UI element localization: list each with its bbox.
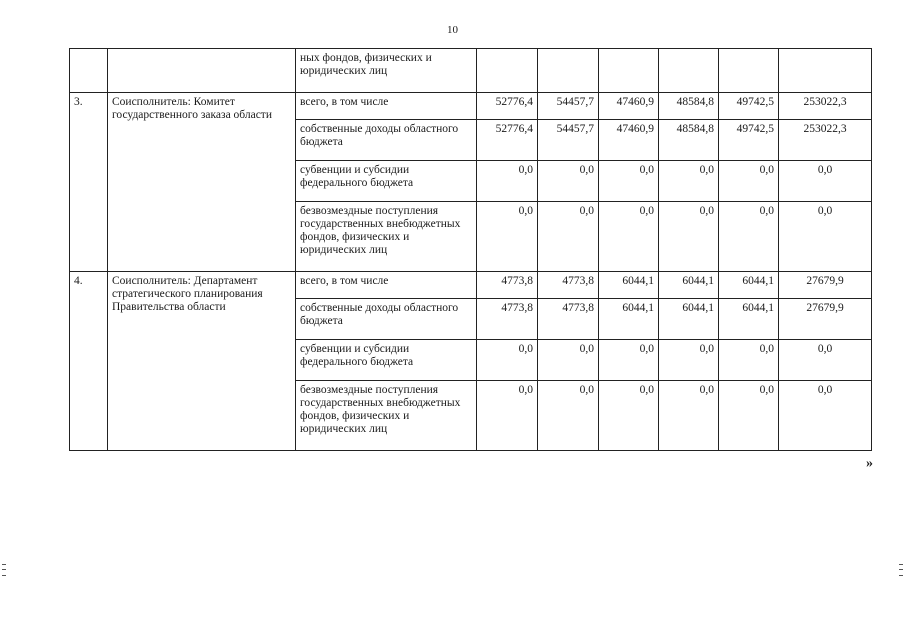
value-cell: 0,0 [477, 340, 538, 381]
value-cell: 0,0 [477, 161, 538, 202]
total-cell: 253022,3 [779, 93, 872, 120]
scan-edge-mark-right [899, 564, 903, 576]
value-cell: 0,0 [659, 381, 719, 451]
value-cell: 0,0 [477, 381, 538, 451]
total-cell: 0,0 [779, 161, 872, 202]
value-cell [719, 49, 779, 93]
value-cell: 4773,8 [477, 299, 538, 340]
table-row [70, 93, 872, 120]
value-cell: 0,0 [538, 161, 599, 202]
value-cell: 48584,8 [659, 120, 719, 161]
value-cell: 6044,1 [599, 272, 659, 299]
table-row-continuation [70, 49, 872, 93]
total-cell: 27679,9 [779, 272, 872, 299]
value-cell: 6044,1 [659, 272, 719, 299]
value-cell: 0,0 [719, 381, 779, 451]
value-cell: 52776,4 [477, 93, 538, 120]
index-cell [70, 49, 108, 93]
value-cell: 47460,9 [599, 93, 659, 120]
value-cell: 0,0 [599, 161, 659, 202]
value-cell: 49742,5 [719, 120, 779, 161]
value-cell: 0,0 [719, 202, 779, 272]
value-cell [599, 49, 659, 93]
funding-source: субвенции и субсидии федерального бюджета [296, 340, 477, 381]
budget-table [69, 48, 872, 451]
value-cell: 54457,7 [538, 120, 599, 161]
value-cell: 6044,1 [719, 299, 779, 340]
value-cell: 49742,5 [719, 93, 779, 120]
page-number: 10 [447, 24, 458, 36]
value-cell: 6044,1 [659, 299, 719, 340]
funding-source: собственные доходы областного бюджета [296, 120, 477, 161]
value-cell: 0,0 [477, 202, 538, 272]
total-cell: 27679,9 [779, 299, 872, 340]
table-row [70, 272, 872, 299]
value-cell: 0,0 [538, 381, 599, 451]
total-cell [779, 49, 872, 93]
funding-source-cell: ных фондов, физических и юридических лиц [296, 49, 477, 93]
value-cell [659, 49, 719, 93]
value-cell: 0,0 [659, 161, 719, 202]
value-cell: 0,0 [599, 340, 659, 381]
value-cell: 0,0 [599, 381, 659, 451]
value-cell: 0,0 [659, 340, 719, 381]
value-cell: 0,0 [719, 340, 779, 381]
executor-cell [108, 49, 296, 93]
funding-source: субвенции и субсидии федерального бюджета [296, 161, 477, 202]
closing-quote-mark: » [866, 456, 873, 471]
funding-source: безвозмездные поступления государственных внебюджетных фондов, физических и юридических лиц [296, 381, 477, 451]
section-executor: Соисполнитель: Комитет государственного заказа области [108, 93, 296, 272]
total-cell: 253022,3 [779, 120, 872, 161]
value-cell: 4773,8 [477, 272, 538, 299]
funding-source: всего, в том числе [296, 93, 477, 120]
value-cell: 4773,8 [538, 272, 599, 299]
total-cell: 0,0 [779, 340, 872, 381]
scan-edge-mark-left [2, 564, 6, 576]
value-cell: 6044,1 [719, 272, 779, 299]
value-cell: 48584,8 [659, 93, 719, 120]
section-index: 3. [70, 93, 108, 272]
value-cell: 6044,1 [599, 299, 659, 340]
value-cell: 0,0 [719, 161, 779, 202]
total-cell: 0,0 [779, 202, 872, 272]
value-cell: 0,0 [659, 202, 719, 272]
value-cell: 54457,7 [538, 93, 599, 120]
value-cell: 4773,8 [538, 299, 599, 340]
funding-source: всего, в том числе [296, 272, 477, 299]
funding-source: безвозмездные поступления государственных внебюджетных фондов, физических и юридических лиц [296, 202, 477, 272]
funding-source: собственные доходы областного бюджета [296, 299, 477, 340]
value-cell: 0,0 [538, 340, 599, 381]
value-cell: 0,0 [599, 202, 659, 272]
total-cell: 0,0 [779, 381, 872, 451]
section-index: 4. [70, 272, 108, 451]
section-executor: Соисполнитель: Департамент стратегического планирования Правительства области [108, 272, 296, 451]
value-cell: 0,0 [538, 202, 599, 272]
value-cell: 47460,9 [599, 120, 659, 161]
value-cell: 52776,4 [477, 120, 538, 161]
value-cell [477, 49, 538, 93]
value-cell [538, 49, 599, 93]
